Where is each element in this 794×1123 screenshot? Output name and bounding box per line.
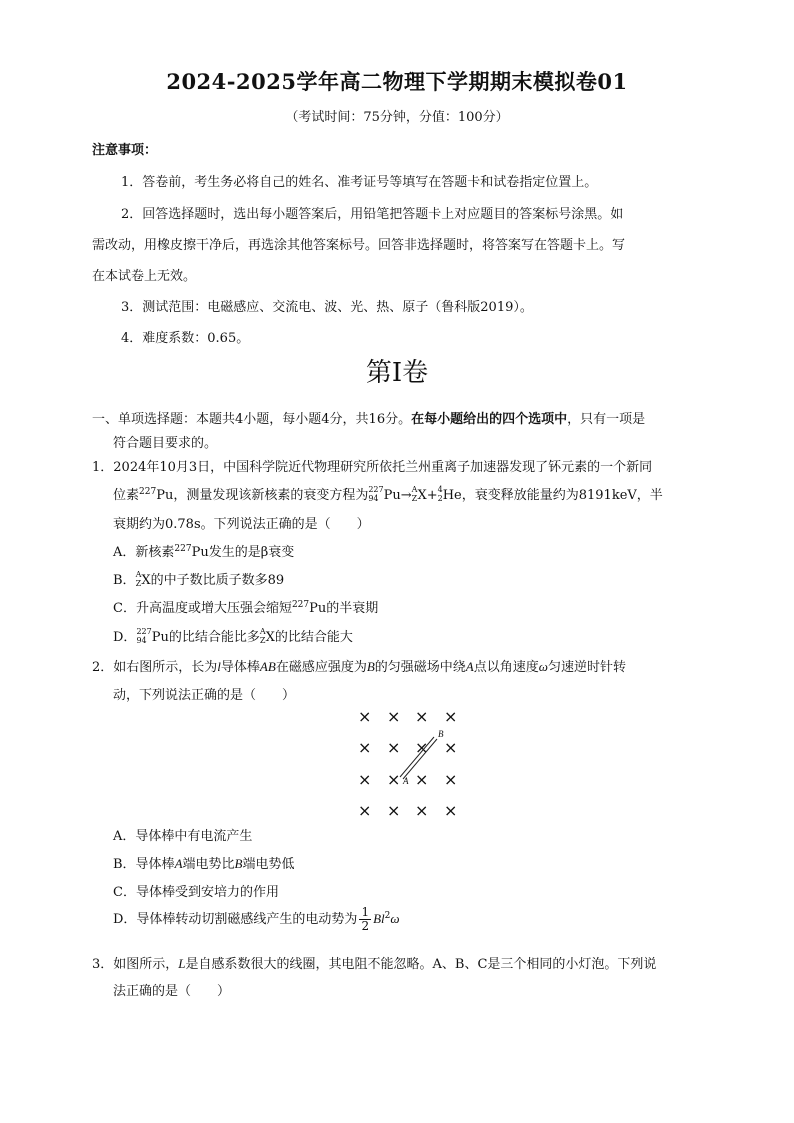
section1-heading-line2: 符合题目要求的。 xyxy=(113,436,218,451)
one-half-fraction: $\frac{1}{2}$ xyxy=(361,905,370,933)
volume-heading: 第Ⅰ卷 xyxy=(365,358,429,388)
magnetic-field-figure xyxy=(354,703,464,823)
q2-option-d: D．导体棒转动切割磁感线产生的电动势为 $\frac{1}{2}$ Bl$^2$ω xyxy=(113,905,400,933)
q2-stem-line1: 2．如右图所示，长为l导体棒AB在磁感应强度为B的匀强磁场中绕A点以角速度ω匀速逆时针转 xyxy=(92,659,626,675)
q3-stem-line2: 法正确的是（ ） xyxy=(113,984,231,999)
q1-stem-line2: 位素$^{227}$Pu，测量发现该新核素的衰变方程为 227 94 Pu→ A Z X+ 4 2 He，衰变释放能量约为8191keV，半 xyxy=(113,485,663,503)
notice-item-2-line1: 2．回答选择题时，选出每小题答案后，用铅笔把答题卡上对应题目的答案标号涂黑。如 xyxy=(121,207,624,222)
conductor-rod xyxy=(354,703,464,823)
q3-stem-line1: 3．如图所示，L是自感系数很大的线圈，其电阻不能忽略。A、B、C是三个相同的小灯泡。下列说 xyxy=(92,956,657,972)
rod-end-b-label: B xyxy=(438,729,444,739)
q2-option-b: B．导体棒A端电势比B端电势低 xyxy=(113,856,295,872)
field-cross: × xyxy=(358,801,372,820)
q1-stem-line1: 1．2024年10月3日，中国科学院近代物理研究所依托兰州重离子加速器发现了钚元素的一个新同 xyxy=(92,460,653,475)
field-cross: × xyxy=(387,738,401,757)
section1-heading: 一、单项选择题：本题共4小题，每小题4分，共16分。在每小题给出的四个选项中，只有一项是 xyxy=(92,412,646,427)
q1-option-b: B． A Z X的中子数比质子数多89 xyxy=(113,570,285,588)
field-cross: × xyxy=(387,801,401,820)
field-cross: × xyxy=(415,801,429,820)
field-cross: × xyxy=(444,770,458,789)
field-cross: × xyxy=(415,738,429,757)
q1-option-d: D． 227 94 Pu的比结合能比多 A Z X的比结合能大 xyxy=(113,627,353,645)
field-cross: × xyxy=(415,707,429,726)
notice-item-3: 3．测试范围：电磁感应、交流电、波、光、热、原子（鲁科版2019）。 xyxy=(121,300,533,315)
q1-option-a: A．新核素$^{227}$Pu发生的是β衰变 xyxy=(113,544,295,560)
q2-option-a: A．导体棒中有电流产生 xyxy=(113,829,253,844)
field-cross: × xyxy=(387,707,401,726)
field-cross: × xyxy=(444,738,458,757)
notice-item-2-line2: 需改动，用橡皮擦干净后，再选涂其他答案标号。回答非选择题时，将答案写在答题卡上。写 xyxy=(92,238,626,253)
exam-subtitle: （考试时间：75分钟，分值：100分） xyxy=(285,110,509,125)
field-cross: × xyxy=(387,770,401,789)
notice-item-2-line3: 在本试卷上无效。 xyxy=(92,269,197,284)
field-cross: × xyxy=(444,707,458,726)
notice-item-4: 4．难度系数：0.65。 xyxy=(121,331,250,346)
field-cross: × xyxy=(415,770,429,789)
q1-option-c: C．升高温度或增大压强会缩短$^{227}$Pu的半衰期 xyxy=(113,600,379,616)
notice-item-1: 1．答卷前，考生务必将自己的姓名、准考证号等填写在答题卡和试卷指定位置上。 xyxy=(121,175,598,190)
q2-stem-line2: 动，下列说法正确的是（ ） xyxy=(113,688,296,703)
notice-heading: 注意事项： xyxy=(92,143,158,158)
q1-stem-line3: 衰期约为0.78s。下列说法正确的是（ ） xyxy=(113,517,370,532)
q2-option-c: C．导体棒受到安培力的作用 xyxy=(113,885,279,900)
field-cross: × xyxy=(358,707,372,726)
field-cross: × xyxy=(444,801,458,820)
exam-title: 2024-2025学年高二物理下学期期末模拟卷01 xyxy=(166,69,628,94)
field-cross: × xyxy=(358,738,372,757)
field-cross: × xyxy=(358,770,372,789)
rod-end-a-label: A xyxy=(403,776,409,786)
